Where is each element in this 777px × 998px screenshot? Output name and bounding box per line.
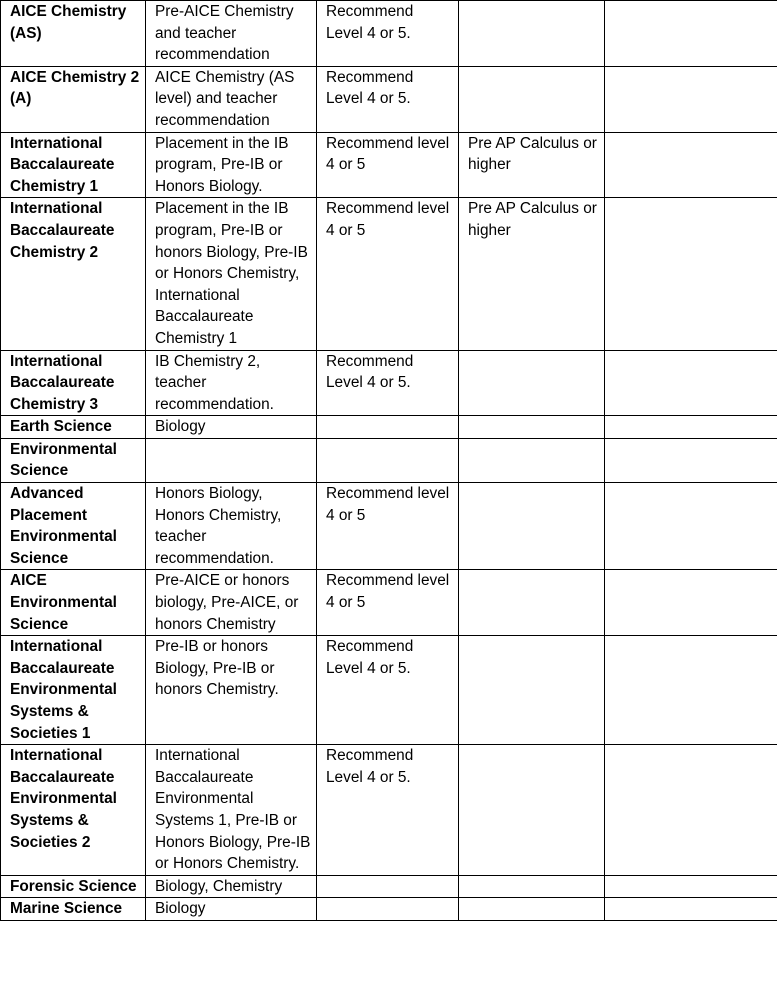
- prerequisite-cell: IB Chemistry 2, teacher recommendation.: [146, 350, 317, 416]
- math-requirement-cell: [459, 438, 605, 482]
- recommendation-cell: Recommend level 4 or 5: [317, 198, 459, 350]
- table-row: [1, 636, 777, 745]
- prerequisite-cell: [146, 438, 317, 482]
- recommendation-cell: Recommend Level 4 or 5.: [317, 350, 459, 416]
- prerequisite-cell: AICE Chemistry (AS level) and teacher recommendation: [146, 66, 317, 132]
- math-requirement-cell: [459, 483, 605, 570]
- notes-cell: [605, 875, 777, 898]
- table-row: [1, 198, 777, 350]
- course-name-cell: International Baccalaureate Chemistry 2: [1, 198, 146, 350]
- math-requirement-cell: [459, 898, 605, 921]
- math-requirement-cell: [459, 745, 605, 876]
- recommendation-cell: [317, 438, 459, 482]
- course-name-cell: International Baccalaureate Chemistry 3: [1, 350, 146, 416]
- course-name-cell: AICE Chemistry (AS): [1, 1, 146, 67]
- table-row: [1, 745, 777, 876]
- course-name-cell: AICE Environmental Science: [1, 570, 146, 636]
- table-body: [1, 1, 777, 921]
- math-requirement-cell: Pre AP Calculus or higher: [459, 132, 605, 198]
- table-row: [1, 898, 777, 921]
- course-name-cell: International Baccalaureate Environmental Systems & Societies 2: [1, 745, 146, 876]
- notes-cell: [605, 570, 777, 636]
- math-requirement-cell: [459, 570, 605, 636]
- prerequisite-cell: International Baccalaureate Environmental Systems 1, Pre-IB or Honors Biology, Pre-IB or Honors Chemistry.: [146, 745, 317, 876]
- recommendation-cell: [317, 875, 459, 898]
- course-name-cell: Marine Science: [1, 898, 146, 921]
- table-row: [1, 875, 777, 898]
- table-row: [1, 483, 777, 570]
- notes-cell: [605, 66, 777, 132]
- course-name-cell: Forensic Science: [1, 875, 146, 898]
- table-row: [1, 1, 777, 67]
- prerequisite-cell: Honors Biology, Honors Chemistry, teacher recommendation.: [146, 483, 317, 570]
- math-requirement-cell: [459, 350, 605, 416]
- notes-cell: [605, 416, 777, 439]
- table-row: [1, 350, 777, 416]
- prerequisite-cell: Pre-AICE or honors biology, Pre-AICE, or honors Chemistry: [146, 570, 317, 636]
- recommendation-cell: [317, 898, 459, 921]
- recommendation-cell: Recommend Level 4 or 5.: [317, 636, 459, 745]
- notes-cell: [605, 898, 777, 921]
- course-name-cell: Environmental Science: [1, 438, 146, 482]
- recommendation-cell: Recommend Level 4 or 5.: [317, 1, 459, 67]
- course-name-cell: AICE Chemistry 2 (A): [1, 66, 146, 132]
- prerequisite-cell: Biology: [146, 898, 317, 921]
- notes-cell: [605, 438, 777, 482]
- recommendation-cell: Recommend level 4 or 5: [317, 483, 459, 570]
- notes-cell: [605, 483, 777, 570]
- notes-cell: [605, 745, 777, 876]
- course-name-cell: International Baccalaureate Chemistry 1: [1, 132, 146, 198]
- prerequisite-cell: Biology: [146, 416, 317, 439]
- prerequisite-cell: Pre-IB or honors Biology, Pre-IB or honors Chemistry.: [146, 636, 317, 745]
- prerequisite-cell: Biology, Chemistry: [146, 875, 317, 898]
- math-requirement-cell: [459, 1, 605, 67]
- notes-cell: [605, 1, 777, 67]
- table-row: [1, 570, 777, 636]
- math-requirement-cell: [459, 416, 605, 439]
- table-row: [1, 416, 777, 439]
- prerequisite-cell: Pre-AICE Chemistry and teacher recommendation: [146, 1, 317, 67]
- notes-cell: [605, 198, 777, 350]
- notes-cell: [605, 350, 777, 416]
- table-row: [1, 438, 777, 482]
- course-name-cell: Earth Science: [1, 416, 146, 439]
- table-row: [1, 66, 777, 132]
- recommendation-cell: Recommend level 4 or 5: [317, 132, 459, 198]
- course-name-cell: Advanced Placement Environmental Science: [1, 483, 146, 570]
- recommendation-cell: Recommend level 4 or 5: [317, 570, 459, 636]
- prerequisite-cell: Placement in the IB program, Pre-IB or honors Biology, Pre-IB or Honors Chemistry, International Baccalaureate Chemistry 1: [146, 198, 317, 350]
- math-requirement-cell: [459, 66, 605, 132]
- math-requirement-cell: [459, 636, 605, 745]
- recommendation-cell: Recommend Level 4 or 5.: [317, 745, 459, 876]
- math-requirement-cell: [459, 875, 605, 898]
- recommendation-cell: [317, 416, 459, 439]
- prerequisite-cell: Placement in the IB program, Pre-IB or Honors Biology.: [146, 132, 317, 198]
- recommendation-cell: Recommend Level 4 or 5.: [317, 66, 459, 132]
- math-requirement-cell: Pre AP Calculus or higher: [459, 198, 605, 350]
- notes-cell: [605, 636, 777, 745]
- notes-cell: [605, 132, 777, 198]
- course-name-cell: International Baccalaureate Environmental Systems & Societies 1: [1, 636, 146, 745]
- table-row: [1, 132, 777, 198]
